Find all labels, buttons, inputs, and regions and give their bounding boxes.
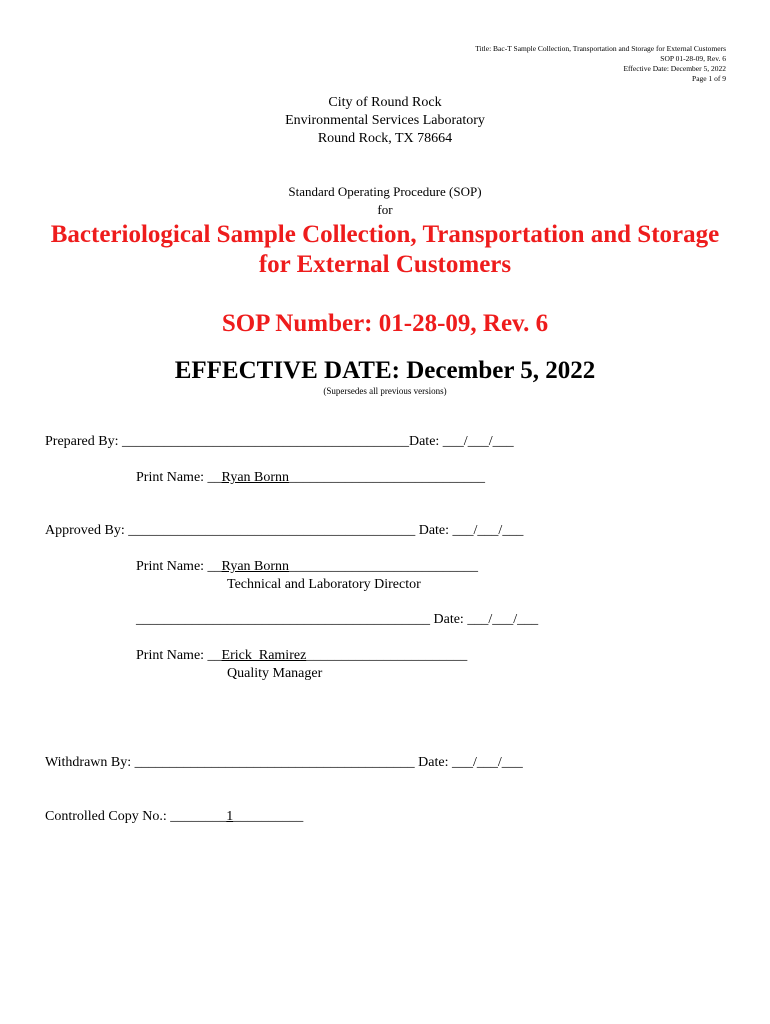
second-approval-row <box>136 611 538 629</box>
approved-by-label: Approved By: <box>45 523 129 538</box>
withdrawn-by-row <box>45 754 523 772</box>
approved-by-row <box>45 522 523 540</box>
sop-number: SOP Number: 01-28-09, Rev. 6 <box>221 310 549 337</box>
header-sop-line: SOP 01-28-09, Rev. 6 <box>660 54 726 63</box>
withdrawn-by-signature-line[interactable]: ________________________________________ <box>134 755 415 770</box>
sop-for-label: for <box>377 202 393 217</box>
supersedes-note: (Supersedes all previous versions) <box>323 386 447 396</box>
second-print-name-row <box>136 647 467 665</box>
approved-print-name: Ryan Bornn <box>221 559 290 574</box>
controlled-copy-number: 1 <box>226 809 234 824</box>
prepared-print-name: Ryan Bornn <box>221 470 290 485</box>
controlled-copy-label: Controlled Copy No.: <box>45 809 171 824</box>
header-effective-line: Effective Date: December 5, 2022 <box>623 64 726 73</box>
address-line-2: Environmental Services Laboratory <box>285 113 485 128</box>
approved-print-name-label: Print Name: <box>136 559 208 574</box>
prepared-print-name-prefix: __ <box>207 470 222 485</box>
second-print-name-prefix: __ <box>207 648 222 663</box>
approved-print-title: Technical and Laboratory Director <box>227 577 421 592</box>
prepared-by-row <box>45 433 514 451</box>
prepared-print-name-suffix: ____________________________ <box>289 470 486 485</box>
second-print-name-suffix: _______________________ <box>306 648 468 663</box>
document-title-line-2: for External Customers <box>258 251 512 278</box>
effective-date: EFFECTIVE DATE: December 5, 2022 <box>174 357 596 384</box>
approved-by-date[interactable]: Date: ___/___/___ <box>415 523 524 538</box>
approved-print-name-row <box>136 558 478 576</box>
controlled-copy-prefix: ________ <box>170 809 227 824</box>
address-line-1: City of Round Rock <box>328 95 442 110</box>
second-print-name: Erick Ramirez <box>221 648 307 663</box>
second-approval-signature-line[interactable]: __________________________________________ <box>136 612 430 627</box>
approved-print-name-prefix: __ <box>207 559 222 574</box>
sop-label: Standard Operating Procedure (SOP) <box>288 184 482 199</box>
controlled-copy-suffix: __________ <box>233 809 304 824</box>
second-approval-date[interactable]: Date: ___/___/___ <box>430 612 539 627</box>
header-title-line: Title: Bac-T Sample Collection, Transportation and Storage for External Customers <box>475 44 726 53</box>
withdrawn-by-date[interactable]: Date: ___/___/___ <box>414 755 523 770</box>
document-title-line-1: Bacteriological Sample Collection, Transportation and Storage <box>50 221 720 248</box>
prepared-print-name-row <box>136 469 485 487</box>
address-line-3: Round Rock, TX 78664 <box>317 131 453 146</box>
approved-print-name-suffix: ___________________________ <box>289 559 479 574</box>
controlled-copy-row <box>45 808 303 826</box>
header-page-number: Page 1 of 9 <box>692 74 726 83</box>
second-print-title: Quality Manager <box>227 666 323 681</box>
prepared-by-signature-line[interactable]: _________________________________________ <box>121 434 409 449</box>
second-print-name-label: Print Name: <box>136 648 208 663</box>
withdrawn-by-label: Withdrawn By: <box>45 755 135 770</box>
prepared-by-date[interactable]: Date: ___/___/___ <box>408 434 514 449</box>
prepared-by-label: Prepared By: <box>45 434 122 449</box>
prepared-print-name-label: Print Name: <box>136 470 208 485</box>
approved-by-signature-line[interactable]: _________________________________________ <box>128 523 416 538</box>
